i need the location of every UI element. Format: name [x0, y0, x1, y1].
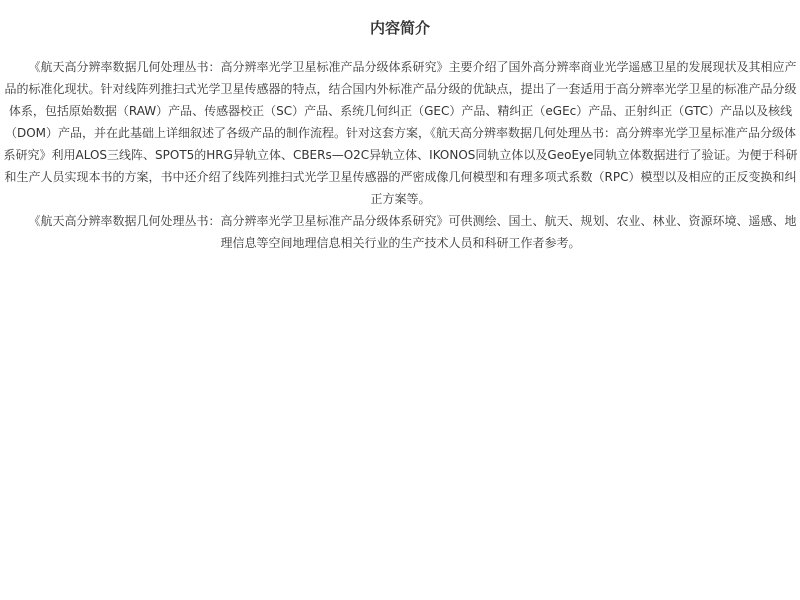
paragraph-audience: 《航天高分辨率数据几何处理丛书：高分辨率光学卫星标准产品分级体系研究》可供测绘、国土、航天、规划、农业、林业、资源环境、遥感、地理信息等空间地理信息相关行业的生产技术人员和科研工作者参考。	[28, 214, 797, 250]
content-body	[0, 56, 800, 254]
paragraph-summary: 《航天高分辨率数据几何处理丛书：高分辨率光学卫星标准产品分级体系研究》主要介绍了国外高分辨率商业光学遥感卫星的发展现状及其相应产品的标准化现状。针对线阵列推扫式光学卫星传感器的特点，结合国内外标准产品分级的优缺点，提出了一套适用于高分辨率光学卫星的标准产品分级体系，包括原始数据（RAW）产品、传感器校正（SC）产品、系统几何纠正（GEC）产品、精纠正（eGEc）产品、正射纠正（GTC）产品以及核线（DOM）产品，并在此基础上详细叙述了各级产品的制作流程。针对这套方案，《航天高分辨率数据几何处理丛书：高分辨率光学卫星标准产品分级体系研究》利用ALOS三线阵、SPOT5的HRG异轨立体、CBERs—O2C异轨立体、IKONOS同轨立体以及GeoEye同轨立体数据进行了验证。为便于科研和生产人员实现本书的方案，书中还介绍了线阵列推扫式光学卫星传感器的严密成像几何模型和有理多项式系数（RPC）模型以及相应的正反变换和纠正方案等。	[3, 60, 798, 206]
page-title: 内容简介	[369, 19, 430, 37]
